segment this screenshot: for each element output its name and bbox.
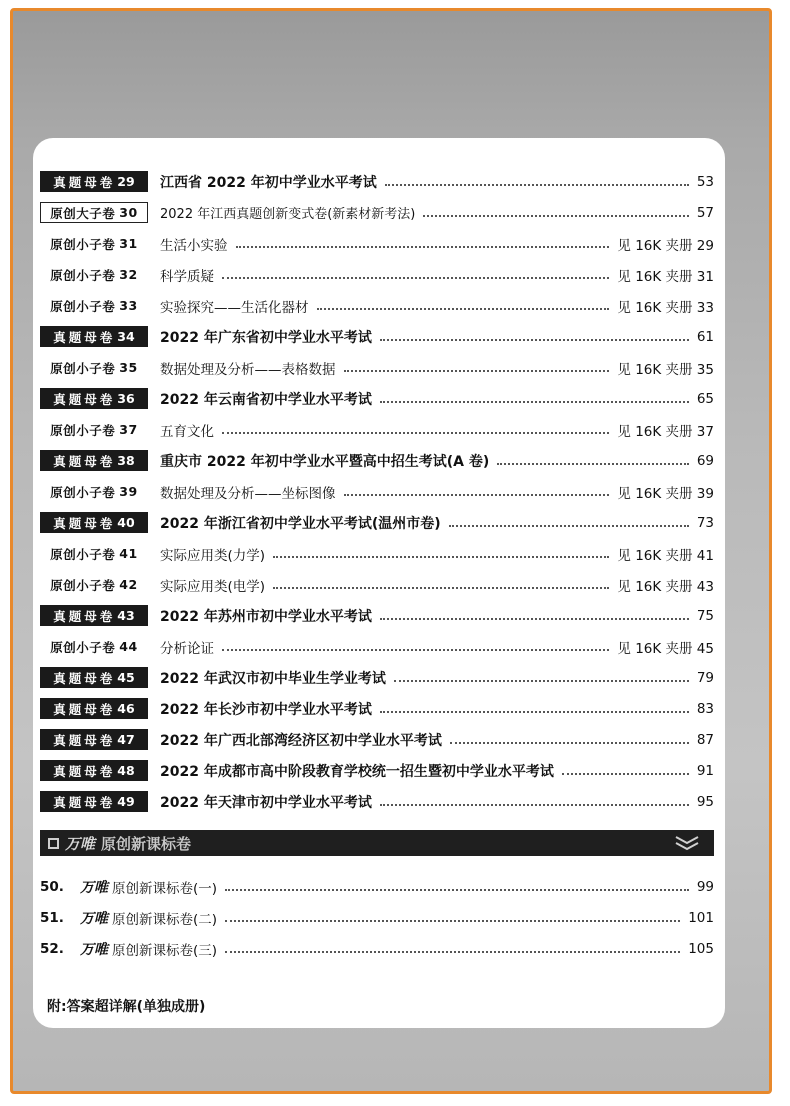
entry-title: 五育文化 [160,423,214,440]
brand-logo: 万唯 [80,879,108,896]
entry-title: 2022 年广西北部湾经济区初中学业水平考试 [160,732,442,749]
paper-type-tag [40,698,148,719]
toc-row[interactable] [40,166,714,197]
entry-title: 2022 年天津市初中学业水平考试 [160,794,372,811]
new-entry-row[interactable] [40,871,714,902]
toc-row[interactable] [40,569,714,600]
dot-leader [222,276,609,279]
entry-title: 生活小实验 [160,237,228,254]
dot-leader [380,338,689,341]
section-title: 原创新课标卷 [101,834,192,853]
paper-number: 30 [119,205,138,220]
page-number: 87 [696,731,714,748]
page-number: 69 [696,452,714,469]
paper-type-tag [40,202,148,223]
entry-title: 2022 年成都市高中阶段教育学校统一招生暨初中学业水平考试 [160,763,554,780]
dot-leader [449,524,689,527]
toc-row[interactable] [40,290,714,321]
toc-row[interactable] [40,755,714,786]
entry-title: 原创新课标卷(一) [112,880,218,897]
paper-number: 44 [119,639,138,654]
brand-logo: 万唯 [80,941,108,958]
entry-title: 2022 年长沙市初中学业水平考试 [160,701,372,718]
paper-type-label: 原创小子卷 [50,484,116,500]
brand-logo: 万唯 [80,910,108,927]
page-number: 见 16K 夹册 33 [617,299,714,316]
page-number: 73 [696,514,714,531]
toc-row[interactable] [40,476,714,507]
paper-type-tag [40,605,148,626]
toc-row[interactable] [40,197,714,228]
dot-leader [344,369,610,372]
page-number: 见 16K 夹册 43 [617,578,714,595]
entry-index: 50. [40,878,64,895]
paper-number: 33 [119,298,138,313]
dot-leader [562,772,689,775]
dot-leader [225,919,680,922]
paper-type-label: 原创小子卷 [50,422,116,438]
dot-leader [380,617,689,620]
paper-number: 37 [119,422,138,437]
entry-title: 科学质疑 [160,268,214,285]
dot-leader [380,803,689,806]
toc-row[interactable] [40,414,714,445]
paper-type-label: 真题母卷 [53,515,116,531]
paper-number: 32 [119,267,138,282]
toc-row[interactable] [40,693,714,724]
paper-type-tag [40,760,148,781]
entry-index: 52. [40,940,64,957]
dot-leader [317,307,610,310]
page-number: 53 [696,173,714,190]
paper-number: 38 [117,453,135,468]
entry-index: 51. [40,909,64,926]
page-number: 65 [696,390,714,407]
paper-number: 29 [117,174,135,189]
paper-number: 35 [119,360,138,375]
paper-type-label: 真题母卷 [53,763,116,779]
dot-leader [273,555,609,558]
toc-row[interactable] [40,507,714,538]
page-number: 95 [696,793,714,810]
paper-number: 34 [117,329,135,344]
paper-type-tag [40,481,148,502]
entry-title: 江西省 2022 年初中学业水平考试 [160,174,377,191]
double-chevron-down-icon [674,834,700,852]
footer-note: 附:答案超详解(单独成册) [47,999,206,1015]
page-number: 105 [688,940,714,957]
paper-type-label: 真题母卷 [53,608,116,624]
paper-number: 49 [117,794,135,809]
entry-title: 实际应用类(电学) [160,578,266,595]
paper-type-label: 真题母卷 [53,732,116,748]
paper-type-tag [40,326,148,347]
entry-title: 2022 年浙江省初中学业水平考试(温州市卷) [160,515,441,532]
paper-type-label: 原创小子卷 [50,267,116,283]
page-number: 见 16K 夹册 31 [617,268,714,285]
dot-leader [225,888,689,891]
paper-type-tag [40,388,148,409]
entry-title: 重庆市 2022 年初中学业水平暨高中招生考试(A 卷) [160,453,490,470]
paper-number: 41 [119,546,138,561]
brand-logo: 万唯 [65,834,96,853]
paper-type-label: 原创小子卷 [50,298,116,314]
dot-leader [450,741,689,744]
page-number: 83 [696,700,714,717]
toc-row[interactable] [40,600,714,631]
paper-type-tag [40,574,148,595]
toc-row[interactable] [40,259,714,290]
paper-number: 36 [117,391,135,406]
paper-type-label: 真题母卷 [53,329,116,345]
entry-title: 2022 年广东省初中学业水平考试 [160,329,372,346]
paper-number: 40 [117,515,135,530]
dot-leader [394,679,689,682]
dot-leader [236,245,610,248]
paper-type-label: 真题母卷 [53,453,116,469]
toc-row[interactable] [40,228,714,259]
paper-type-tag [40,419,148,440]
page-number: 见 16K 夹册 35 [617,361,714,378]
paper-number: 31 [119,236,138,251]
new-entries-list [40,871,714,964]
dot-leader [344,493,610,496]
toc-row[interactable] [40,352,714,383]
page-number: 见 16K 夹册 41 [617,547,714,564]
toc-row[interactable] [40,724,714,755]
entry-title: 分析论证 [160,640,214,657]
paper-type-label: 原创小子卷 [50,360,116,376]
new-entry-row[interactable] [40,933,714,964]
dot-leader [423,214,688,217]
dot-leader [497,462,689,465]
entry-title: 原创新课标卷(三) [112,942,218,959]
paper-number: 43 [117,608,135,623]
paper-type-tag [40,636,148,657]
paper-number: 46 [117,701,135,716]
page-number: 见 16K 夹册 29 [617,237,714,254]
checkbox-icon [48,838,59,849]
paper-type-tag [40,295,148,316]
paper-type-tag [40,171,148,192]
dot-leader [380,710,689,713]
dot-leader [225,950,680,953]
paper-type-label: 真题母卷 [53,174,116,190]
dot-leader [273,586,609,589]
page-number: 见 16K 夹册 37 [617,423,714,440]
paper-type-label: 原创大子卷 [50,205,116,221]
paper-type-tag [40,667,148,688]
paper-type-tag [40,233,148,254]
paper-type-tag [40,450,148,471]
entry-title: 实际应用类(力学) [160,547,266,564]
paper-type-label: 真题母卷 [53,701,116,717]
paper-type-label: 真题母卷 [53,391,116,407]
paper-type-label: 原创小子卷 [50,236,116,252]
toc-row[interactable] [40,383,714,414]
page-number: 79 [696,669,714,686]
toc-row[interactable] [40,631,714,662]
paper-type-tag [40,357,148,378]
new-entry-row[interactable] [40,902,714,933]
paper-type-tag [40,512,148,533]
dot-leader [385,183,689,186]
dot-leader [222,648,609,651]
paper-number: 39 [119,484,138,499]
paper-number: 42 [119,577,138,592]
page-number: 见 16K 夹册 39 [617,485,714,502]
entry-title: 2022 年云南省初中学业水平考试 [160,391,372,408]
toc-row[interactable] [40,538,714,569]
toc-row[interactable] [40,445,714,476]
paper-type-tag [40,264,148,285]
toc-list [40,166,714,817]
entry-title: 实验探究——生活化器材 [160,299,309,316]
section-banner [40,830,714,856]
paper-type-tag [40,729,148,750]
entry-title: 数据处理及分析——坐标图像 [160,485,336,502]
page-number: 见 16K 夹册 45 [617,640,714,657]
page-number: 91 [696,762,714,779]
paper-number: 45 [117,670,135,685]
entry-title: 2022 年江西真题创新变式卷(新素材新考法) [160,207,416,222]
page-number: 57 [696,204,714,221]
entry-title: 数据处理及分析——表格数据 [160,361,336,378]
page-number: 99 [696,878,714,895]
page-number: 61 [696,328,714,345]
entry-title: 2022 年武汉市初中毕业生学业考试 [160,670,386,687]
entry-title: 原创新课标卷(二) [112,911,218,928]
paper-type-label: 原创小子卷 [50,639,116,655]
page-frame [10,8,772,1094]
paper-type-tag [40,791,148,812]
toc-card [33,138,725,1028]
page-number: 75 [696,607,714,624]
paper-type-tag [40,543,148,564]
page-number: 101 [688,909,714,926]
dot-leader [222,431,609,434]
paper-type-label: 原创小子卷 [50,546,116,562]
toc-row[interactable] [40,786,714,817]
entry-title: 2022 年苏州市初中学业水平考试 [160,608,372,625]
paper-type-label: 真题母卷 [53,670,116,686]
dot-leader [380,400,689,403]
toc-row[interactable] [40,662,714,693]
paper-type-label: 原创小子卷 [50,577,116,593]
paper-number: 47 [117,732,135,747]
paper-number: 48 [117,763,135,778]
toc-row[interactable] [40,321,714,352]
paper-type-label: 真题母卷 [53,794,116,810]
